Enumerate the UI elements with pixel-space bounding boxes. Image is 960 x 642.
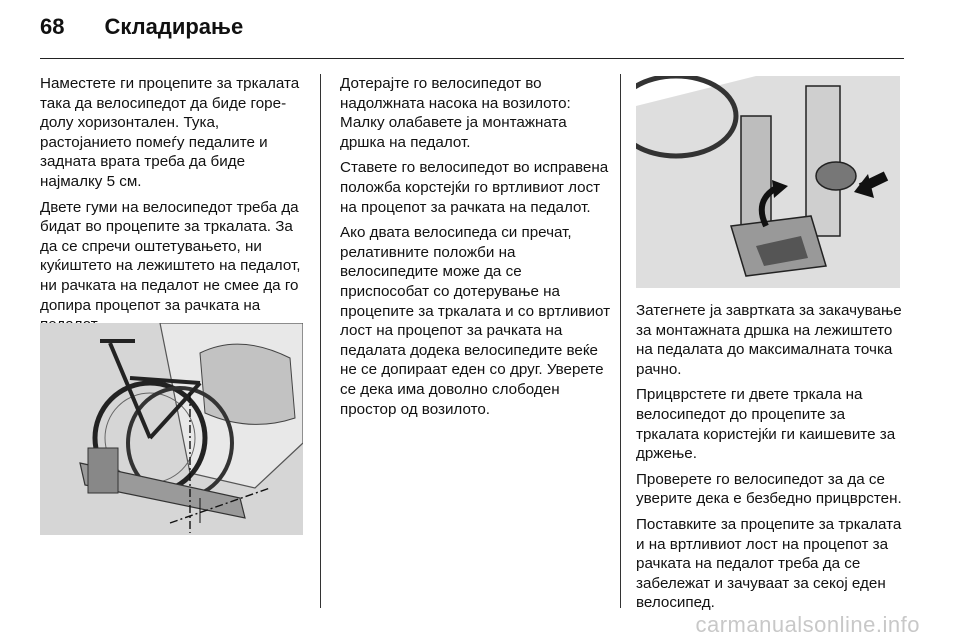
paragraph: Поставките за процепите за тркалата и на вртливиот лост на процепот за рачката на педалот треба да се забележат и зачуваат за секој еден велосипед. <box>636 515 902 612</box>
column-divider <box>320 74 321 608</box>
watermark: carmanualsonline.info <box>695 612 920 637</box>
paragraph: Наместете ги процепите за тркалата така да велосипедот да биде горе-долу хоризонтален. Тука, растојанието помеѓу педалите и задната врата треба да биде најмалку 5 см. <box>40 75 300 190</box>
paragraph: Ако двата велосипеда си пречат, релативните положби на велосипедите може да се приспособат со дотерување на процепите за тркалата и со вртливиот лост на процепот за рачката на педалата додека велосипедите веќе не се допираат еден со друг. Уверете се дека има доволно слободен простор од возилото. <box>340 224 611 418</box>
pedal-clamp-illustration <box>636 76 900 288</box>
column-2 <box>340 74 612 425</box>
paragraph: Ставете го велосипедот во исправена положба корстејќи го вртливиот лост на процепот за рачката на педалот. <box>340 159 609 216</box>
pedal-clamp-drawing <box>636 76 900 288</box>
paragraph: Затегнете ја завртката за закачување за монтажната дршка на лежиштето на педалата до максималната точка рачно. <box>636 302 902 378</box>
bike-carrier-drawing <box>40 323 303 535</box>
paragraph: Дотерајте го велосипедот во надолжната насока на возилото: Малку олабавете ја монтажната дршка на педалот. <box>340 75 571 151</box>
page-number: 68 <box>40 14 65 39</box>
paragraph: Проверете го велосипедот за да се уверите дека е безбедно прицврстен. <box>636 470 902 508</box>
bike-carrier-illustration <box>40 323 303 535</box>
column-divider <box>620 74 621 608</box>
column-1 <box>40 74 308 341</box>
column-3 <box>636 301 908 619</box>
chapter-title: Складирање <box>104 14 244 39</box>
paragraph: Прицврстете ги двете тркала на велосипедот до процепите за тркалата користејќи ги каишевите за држење. <box>636 386 896 463</box>
header-rule <box>40 58 904 59</box>
page-header <box>40 14 243 46</box>
paragraph: Двете гуми на велосипедот треба да бидат во процепите за тркалата. За да се спречи оштетувањето, ни куќиштето на лежиштето на педалот, ни рачката на педалот не смее да го допира процепот за рачката на <box>40 198 301 314</box>
